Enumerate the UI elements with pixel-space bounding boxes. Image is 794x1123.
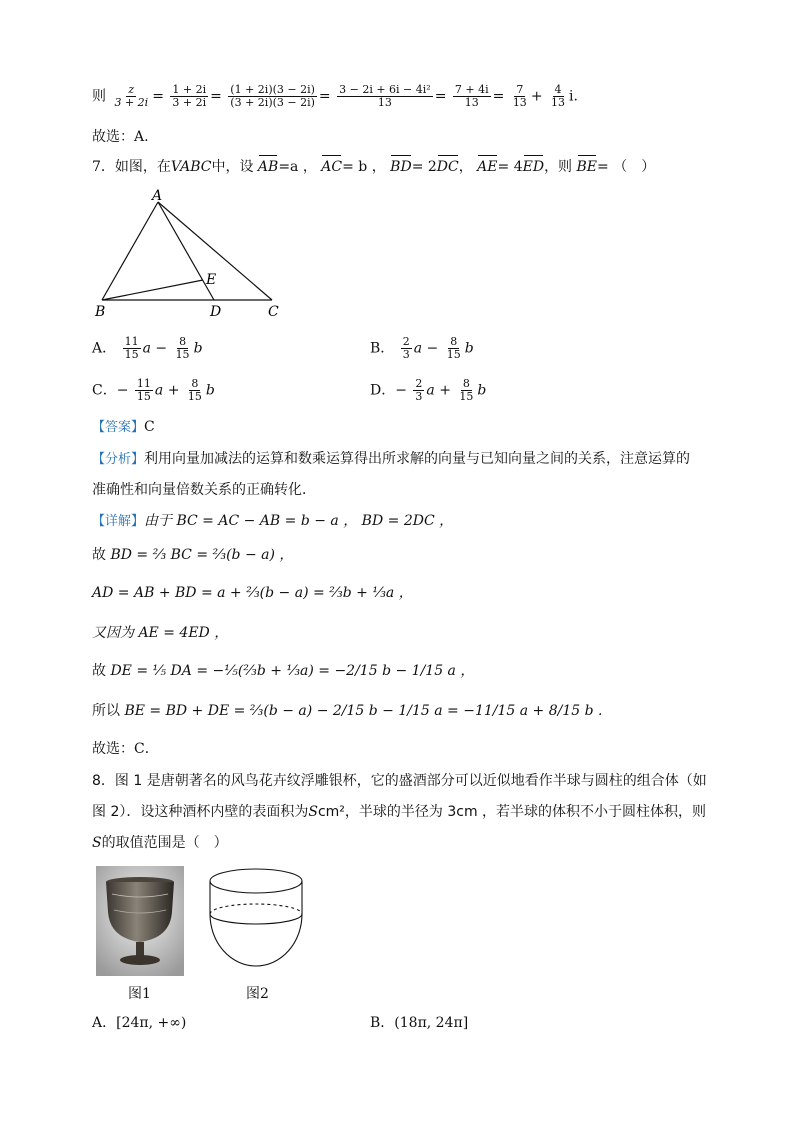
fig2-caption: 图2 xyxy=(246,986,269,1002)
q8-line-3: S的取值范围是（ ） xyxy=(92,835,228,851)
label-C: C xyxy=(268,304,279,320)
option-d[interactable]: D．− $\frac{2}{3}$ a + $\frac{8}{15}$ b xyxy=(370,377,487,403)
fraction: $\frac{7}{13}$ xyxy=(512,83,527,109)
answer-tag: 【答案】 xyxy=(92,420,145,435)
label-A: A xyxy=(152,188,163,204)
fraction: $\frac{7 + 4i}{13}$ xyxy=(454,83,489,109)
detail-tag: 【详解】 xyxy=(92,514,145,529)
fig1-caption: 图1 xyxy=(128,986,151,1002)
q7-final: 故选：C． xyxy=(92,741,159,757)
q8-option-a[interactable]: A．[24π, +∞) xyxy=(92,1015,187,1031)
q6-equation: 则 $\frac{z}{3 + 2i}$ = $\frac{1 + 2i}{3 + 2i}$ = $\frac{(1 + 2i)(3 - 2i)}{(3 + 2i)(3 - 2i)}$ = $\frac{\text{3 − 2i + 6i − 4i²}}{13}$ = $\frac{7 + 4i}{13}$ = $\frac{7}{13}$ + $\frac{4}{13}$ i. xyxy=(92,83,578,109)
analysis-tag: 【分析】 xyxy=(92,452,145,467)
detail-line-4: 又因为 AE = 4ED ， xyxy=(92,625,229,641)
silver-cup-photo xyxy=(96,866,184,976)
detail-line-3: AD = AB + BD = a + ⅔(b − a) = ⅔b + ⅓a ， xyxy=(92,585,413,601)
detail-line-1: 【详解】由于 BC = AC − AB = b − a ， BD = 2DC ， xyxy=(92,513,454,529)
q8-line-1: 8．图 1 是唐朝著名的风鸟花卉纹浮雕银杯，它的盛酒部分可以近似地看作半球与圆柱的组合体（如 xyxy=(92,773,707,789)
q6-answer: 故选：A. xyxy=(92,129,149,145)
detail-line-6: 所以 BE = BD + DE = ⅔(b − a) − 2/15 b − 1/15 a = −11/15 a + 8/15 b . xyxy=(92,703,603,719)
analysis-line-1: 【分析】利用向量加减法的运算和数乘运算得出所求解的向量与已知向量之间的关系，注意运算的 xyxy=(92,451,691,467)
answer-value: C xyxy=(144,419,155,435)
label-B: B xyxy=(95,304,106,320)
fraction: $\frac{(1 + 2i)(3 - 2i)}{(3 + 2i)(3 - 2i)}$ xyxy=(230,83,315,109)
cup-diagram xyxy=(204,864,308,976)
label-D: D xyxy=(210,304,222,320)
option-a[interactable]: A． $\frac{11}{15}$ a − $\frac{8}{15}$ b xyxy=(92,335,203,361)
q6-prefix: 则 xyxy=(92,88,106,105)
triangle-figure xyxy=(90,188,310,323)
q7-stem: 7．如图，在VABC中，设 AB=a ， AC= b ， BD= 2DC， AE= 4ED，则 BE= （ ） xyxy=(92,159,656,175)
detail-line-5: 故 DE = ⅕ DA = −⅕(⅔b + ⅓a) = −2/15 b − 1/15 a ， xyxy=(92,663,475,679)
q8-line-2: 图 2）．设这种酒杯内壁的表面积为Scm²，半球的半径为 3cm ，若半球的体积不小于圆柱体积，则 xyxy=(92,804,707,820)
fraction: $\frac{4}{13}$ xyxy=(551,83,565,109)
detail-line-2: 故 BD = ⅔ BC = ⅔(b − a) ， xyxy=(92,547,294,563)
analysis-line-2: 准确性和向量倍数关系的正确转化． xyxy=(92,482,316,498)
label-E: E xyxy=(206,272,217,288)
answer-line xyxy=(92,418,155,437)
option-b[interactable]: B． $\frac{2}{3}$ a − $\frac{8}{15}$ b xyxy=(370,335,474,361)
option-c[interactable]: C．− $\frac{11}{15}$ a + $\frac{8}{15}$ b xyxy=(92,377,215,403)
q8-option-b[interactable]: B．(18π, 24π] xyxy=(370,1015,469,1031)
fraction: $\frac{1 + 2i}{3 + 2i}$ xyxy=(172,83,207,109)
fraction: $\frac{\text{3 − 2i + 6i − 4i²}}{13}$ xyxy=(339,83,431,109)
fraction: $\frac{z}{3 + 2i}$ xyxy=(114,83,149,109)
